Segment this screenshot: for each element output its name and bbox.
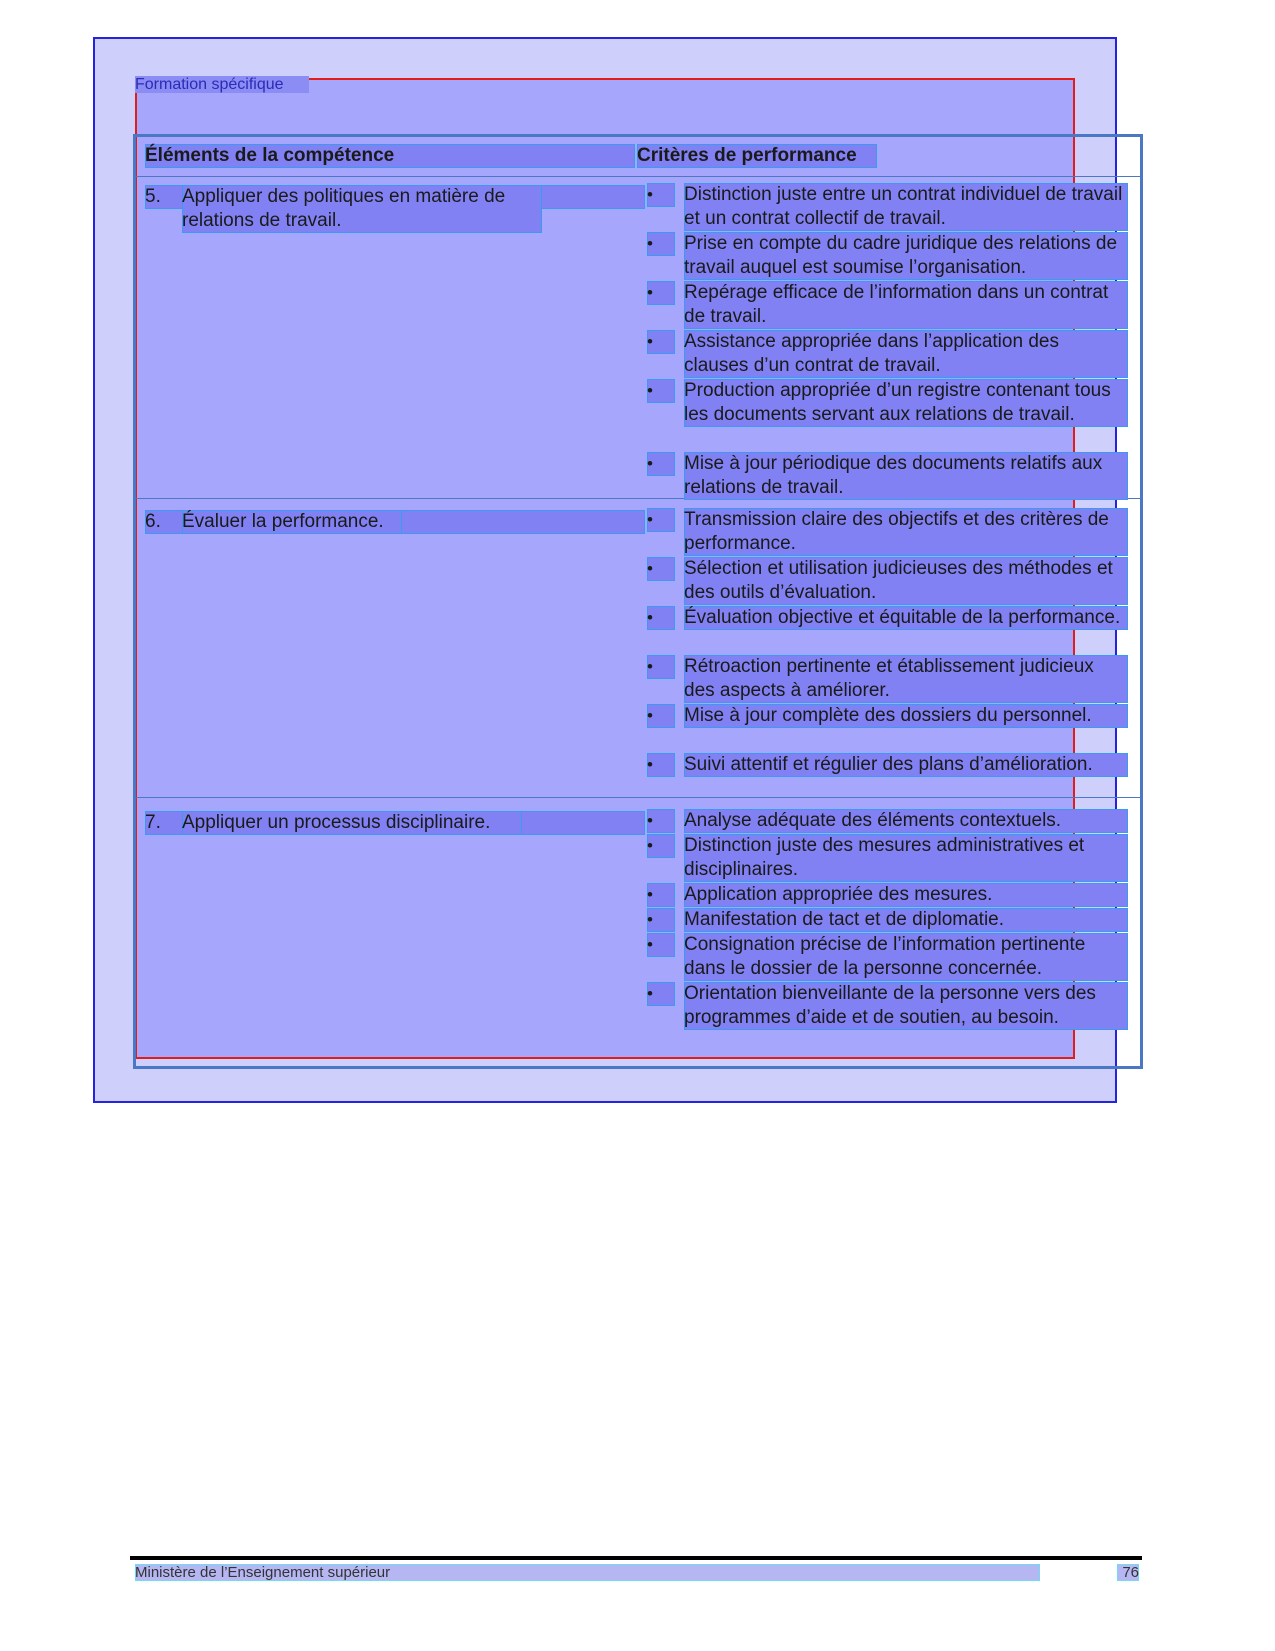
criterion-item xyxy=(647,379,1129,451)
bullet-icon: • xyxy=(647,330,675,354)
footer-rule xyxy=(130,1556,1142,1560)
bullet-icon: • xyxy=(647,232,675,256)
element-row-7 xyxy=(145,811,645,835)
criterion-text: Sélection et utilisation judicieuses des méthodes et des outils d’évaluation. xyxy=(684,557,1128,605)
section-header: Formation spécifique xyxy=(135,76,309,93)
criterion-text: Assistance appropriée dans l’application des clauses d’un contrat de travail. xyxy=(684,330,1128,378)
bullet-icon: • xyxy=(647,982,675,1006)
criterion-item xyxy=(647,834,1129,882)
element-number: 7. xyxy=(145,811,645,835)
element-number: 5. xyxy=(145,185,645,209)
criterion-item xyxy=(647,232,1129,280)
page-number: 76 xyxy=(1117,1564,1139,1581)
criterion-text: Repérage efficace de l’information dans un contrat de travail. xyxy=(684,281,1128,329)
bullet-icon: • xyxy=(647,809,675,833)
criterion-text: Mise à jour périodique des documents relatifs aux relations de travail. xyxy=(684,452,1128,500)
footer-ministry: Ministère de l’Enseignement supérieur xyxy=(135,1564,1040,1581)
criterion-text: Application appropriée des mesures. xyxy=(684,883,1128,907)
element-row-6 xyxy=(145,510,645,534)
element-text: Évaluer la performance. xyxy=(182,510,402,534)
bullet-icon: • xyxy=(647,883,675,907)
criterion-item xyxy=(647,452,1129,500)
header-divider xyxy=(136,176,1140,177)
criterion-item xyxy=(647,330,1129,378)
criterion-item xyxy=(647,606,1129,654)
bullet-icon: • xyxy=(647,834,675,858)
criterion-text: Rétroaction pertinente et établissement judicieux des aspects à améliorer. xyxy=(684,655,1128,703)
bullet-icon: • xyxy=(647,452,675,476)
criterion-item xyxy=(647,508,1129,556)
criterion-item xyxy=(647,557,1129,605)
criterion-text: Transmission claire des objectifs et des critères de performance. xyxy=(684,508,1128,556)
element-text: Appliquer un processus disciplinaire. xyxy=(182,811,522,835)
criterion-text: Suivi attentif et régulier des plans d’amélioration. xyxy=(684,753,1128,777)
criterion-text: Orientation bienveillante de la personne vers des programmes d’aide et de soutien, au besoin. xyxy=(684,982,1128,1030)
criterion-item xyxy=(647,908,1129,932)
column-header-elements: Éléments de la compétence xyxy=(145,144,635,168)
criterion-text: Distinction juste entre un contrat individuel de travail et un contrat collectif de travail. xyxy=(684,183,1128,231)
criterion-item xyxy=(647,704,1129,752)
element-row-5 xyxy=(145,185,645,233)
bullet-icon: • xyxy=(647,508,675,532)
bullet-icon: • xyxy=(647,281,675,305)
criterion-text: Production appropriée d’un registre contenant tous les documents servant aux relations de travail. xyxy=(684,379,1128,427)
criterion-item xyxy=(647,183,1129,231)
bullet-icon: • xyxy=(647,379,675,403)
criterion-item xyxy=(647,933,1129,981)
criterion-text: Analyse adéquate des éléments contextuels. xyxy=(684,809,1128,833)
criterion-text: Prise en compte du cadre juridique des relations de travail auquel est soumise l’organisation. xyxy=(684,232,1128,280)
criterion-item xyxy=(647,281,1129,329)
element-number: 6. xyxy=(145,510,645,534)
bullet-icon: • xyxy=(647,753,675,777)
criterion-text: Consignation précise de l’information pertinente dans le dossier de la personne concernée. xyxy=(684,933,1128,981)
criterion-item xyxy=(647,753,1129,801)
criterion-item xyxy=(647,809,1129,833)
bullet-icon: • xyxy=(647,655,675,679)
column-header-criteria: Critères de performance xyxy=(637,144,877,168)
criterion-text: Manifestation de tact et de diplomatie. xyxy=(684,908,1128,932)
bullet-icon: • xyxy=(647,183,675,207)
bullet-icon: • xyxy=(647,606,675,630)
bullet-icon: • xyxy=(647,933,675,957)
criterion-item xyxy=(647,982,1129,1054)
element-text: Appliquer des politiques en matière de relations de travail. xyxy=(182,185,542,233)
bullet-icon: • xyxy=(647,704,675,728)
criterion-text: Évaluation objective et équitable de la performance. xyxy=(684,606,1128,630)
criterion-text: Mise à jour complète des dossiers du personnel. xyxy=(684,704,1128,728)
bullet-icon: • xyxy=(647,557,675,581)
bullet-icon: • xyxy=(647,908,675,932)
criterion-item xyxy=(647,883,1129,907)
criterion-item xyxy=(647,655,1129,703)
criterion-text: Distinction juste des mesures administratives et disciplinaires. xyxy=(684,834,1128,882)
